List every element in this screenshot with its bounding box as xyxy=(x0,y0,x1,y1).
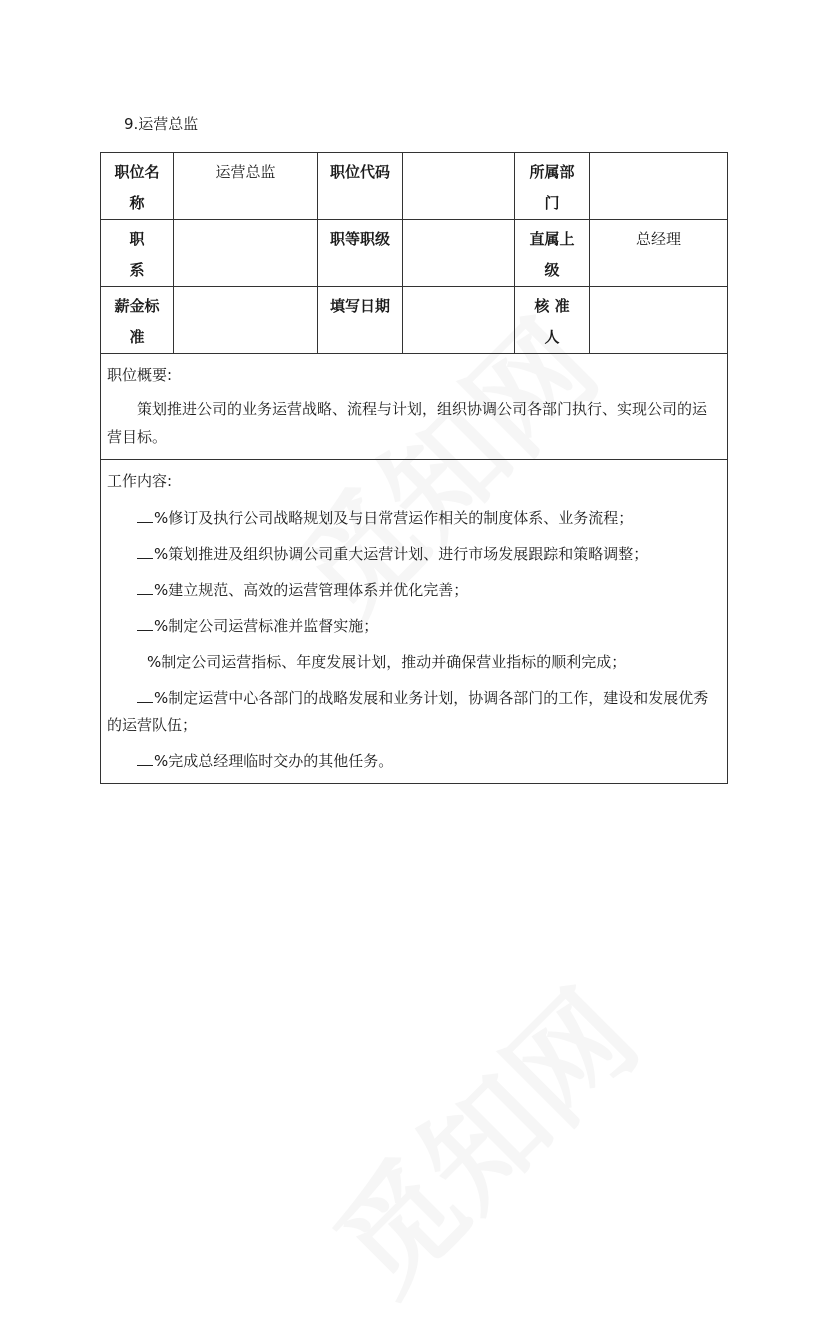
blank-line xyxy=(137,544,153,559)
value-salary-standard xyxy=(174,287,318,354)
section-title: 9.运营总监 xyxy=(124,115,199,133)
duty-item: %制定运营中心各部门的战略发展和业务计划，协调各部门的工作，建设和发展优秀的运营队伍； xyxy=(107,689,709,734)
duties-heading: 工作内容: xyxy=(107,472,173,490)
label-job-family: 职 系 xyxy=(101,220,174,287)
blank-line xyxy=(137,751,153,766)
label-position-name: 职位名称 xyxy=(101,153,174,220)
blank-line xyxy=(137,688,153,703)
label-position-code: 职位代码 xyxy=(318,153,403,220)
value-department xyxy=(590,153,728,220)
value-position-code xyxy=(403,153,515,220)
label-department: 所属部门 xyxy=(515,153,590,220)
table-row xyxy=(101,287,728,354)
value-grade-level xyxy=(403,220,515,287)
summary-heading: 职位概要: xyxy=(107,366,173,384)
blank-line xyxy=(137,508,153,523)
value-job-family xyxy=(174,220,318,287)
duty-item: %制定公司运营标准并监督实施； xyxy=(107,613,721,640)
duty-item: %建立规范、高效的运营管理体系并优化完善； xyxy=(107,577,721,604)
value-position-name: 运营总监 xyxy=(174,153,318,220)
label-grade-level: 职等职级 xyxy=(318,220,403,287)
table-row xyxy=(101,220,728,287)
summary-text: 策划推进公司的业务运营战略、流程与计划，组织协调公司各部门执行、实现公司的运营目标。 xyxy=(107,400,708,446)
value-direct-superior: 总经理 xyxy=(590,220,728,287)
label-fill-date: 填写日期 xyxy=(318,287,403,354)
table-row xyxy=(101,460,728,784)
value-approver xyxy=(590,287,728,354)
duties-cell xyxy=(101,460,728,784)
job-description-table xyxy=(100,152,728,784)
label-approver: 核 准 人 xyxy=(515,287,590,354)
table-row xyxy=(101,153,728,220)
duty-item: %修订及执行公司战略规划及与日常营运作相关的制度体系、业务流程； xyxy=(107,505,721,532)
label-direct-superior: 直属上级 xyxy=(515,220,590,287)
duty-item: %策划推进及组织协调公司重大运营计划、进行市场发展跟踪和策略调整； xyxy=(107,541,721,568)
value-fill-date xyxy=(403,287,515,354)
label-salary-standard: 薪金标准 xyxy=(101,287,174,354)
duty-item: %完成总经理临时交办的其他任务。 xyxy=(107,748,721,775)
watermark-bottom xyxy=(292,948,668,1324)
blank-line xyxy=(137,616,153,631)
summary-cell xyxy=(101,354,728,460)
table-row xyxy=(101,354,728,460)
duty-item: %制定公司运营指标、年度发展计划，推动并确保营业指标的顺利完成； xyxy=(147,653,627,671)
blank-line xyxy=(137,580,153,595)
